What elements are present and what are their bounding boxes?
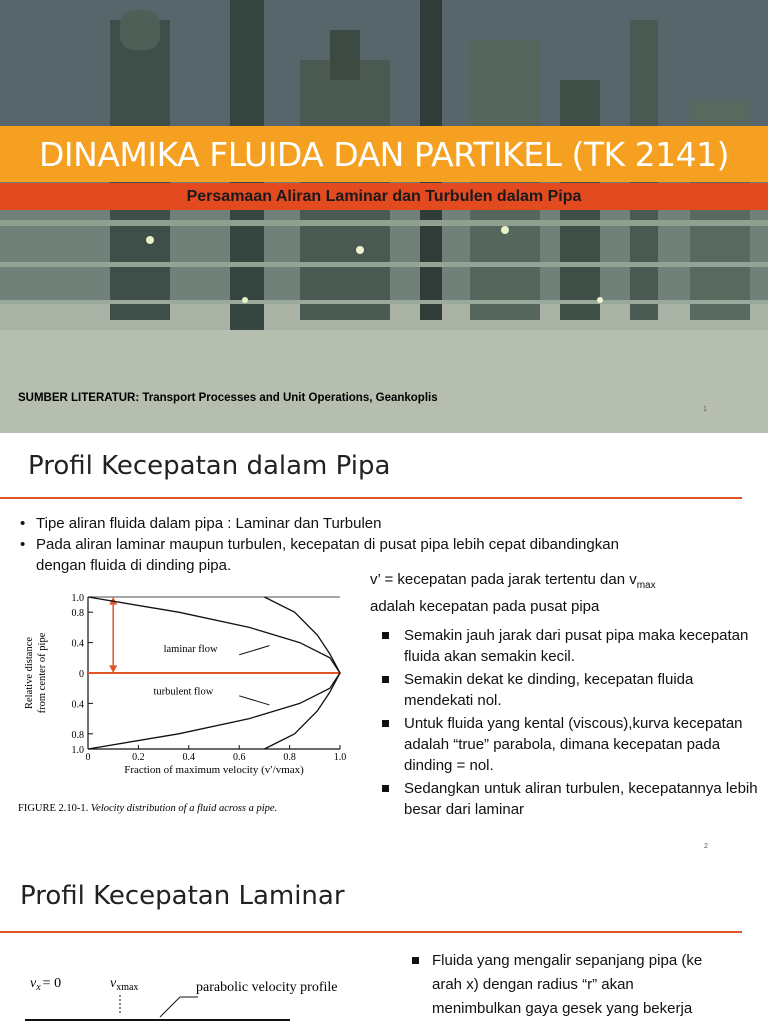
point-item: Semakin jauh jarak dari pusat pipa maka kecepatan fluida akan semakin kecil. [370,625,766,667]
slide-subtitle: Persamaan Aliran Laminar dan Turbulen dalam Pipa [186,188,582,205]
definition-text-2: adalah kecepatan pada pusat pipa [370,598,600,615]
x-tick-label: 0.6 [232,752,246,763]
slide-title: DINAMIKA FLUIDA DAN PARTIKEL (TK 2141) [39,135,729,174]
laminar-explanation [410,949,760,1021]
x-tick-label: 0.8 [283,752,296,763]
heading-divider [0,497,742,499]
x-axis-label: Fraction of maximum velocity (v′/vmax) [124,764,304,776]
bullet-continuation: dengan fluida di dinding pipa. [36,557,232,574]
x-tick-label: 0.2 [132,752,145,763]
x-tick-label: 0.4 [182,752,196,763]
annotation-turbulent: turbulent flow [153,686,214,698]
definition-text: v’ = kecepatan pada jarak tertentu dan v [370,571,637,588]
slide-heading: Profil Kecepatan Laminar [20,881,345,911]
y-tick-label: 1.0 [71,745,84,756]
x-tick-label: 1.0 [333,752,347,763]
annotation-turbulent-pointer [239,696,269,705]
definition-subscript: max [636,580,656,591]
bullet-item: • Tipe aliran fluida dalam pipa : Laminar dan Turbulen [18,513,758,534]
point-item: Sedangkan untuk aliran turbulen, kecepatannya lebih besar dari laminar [370,778,766,820]
points-list [370,625,766,820]
vx-max-label: $v_{xmax}$ [110,976,139,993]
title-slide [0,0,768,433]
bullet-item: • Pada aliran laminar maupun turbulen, kecepatan di pusat pipa lebih cepat dibandingkan [18,534,758,555]
y-tick-label: 1.0 [71,593,84,604]
figure-caption: FIGURE 2.10-1. Velocity distribution of a fluid across a pipe. [18,803,278,814]
annotation-laminar-pointer [239,646,269,655]
bullet-list [18,513,758,576]
y-tick-label: 0.4 [71,638,84,650]
parabolic-profile-figure [20,965,400,1025]
profile-label: parabolic velocity profile [196,980,338,995]
point-item: Semakin dekat ke dinding, kecepatan fluida mendekati nol. [370,669,766,711]
y-tick-label: 0.4 [71,699,84,711]
arrow-head-bottom [109,665,117,673]
laminar-profile-slide [0,855,768,1024]
page-number: 2 [704,843,708,850]
x-tick-label: 0 [85,752,91,763]
source-reference: SUMBER LITERATUR: Transport Processes and Unit Operations, Geankoplis [18,392,438,404]
y-tick-label: 0.8 [71,608,84,620]
heading-divider [0,931,742,933]
y-tick-label: 0 [79,669,84,680]
vx-zero-label: $v_x = 0$ [30,976,62,993]
velocity-distribution-chart [8,585,364,830]
industrial-plant-background [0,0,768,433]
annotation-laminar: laminar flow [163,643,218,655]
y-tick-label: 0.8 [71,729,84,741]
profile-pointer-diag [160,997,180,1017]
explanation-block [370,569,766,822]
page-number: 1 [703,406,707,413]
slide-heading: Profil Kecepatan dalam Pipa [28,451,391,481]
velocity-profile-slide [0,433,768,855]
point-item: Fluida yang mengalir sepanjang pipa (ke arah x) dengan radius “r” akan menimbulkan gaya gesek yang bekerja [410,949,760,1021]
y-axis-label: Relative distance from center of pipe [24,632,48,714]
velocity-definition [370,569,766,617]
point-item: Untuk fluida yang kental (viscous),kurva kecepatan adalah “true” parabola, dimana kecepatan pada dinding = nol. [370,713,766,776]
